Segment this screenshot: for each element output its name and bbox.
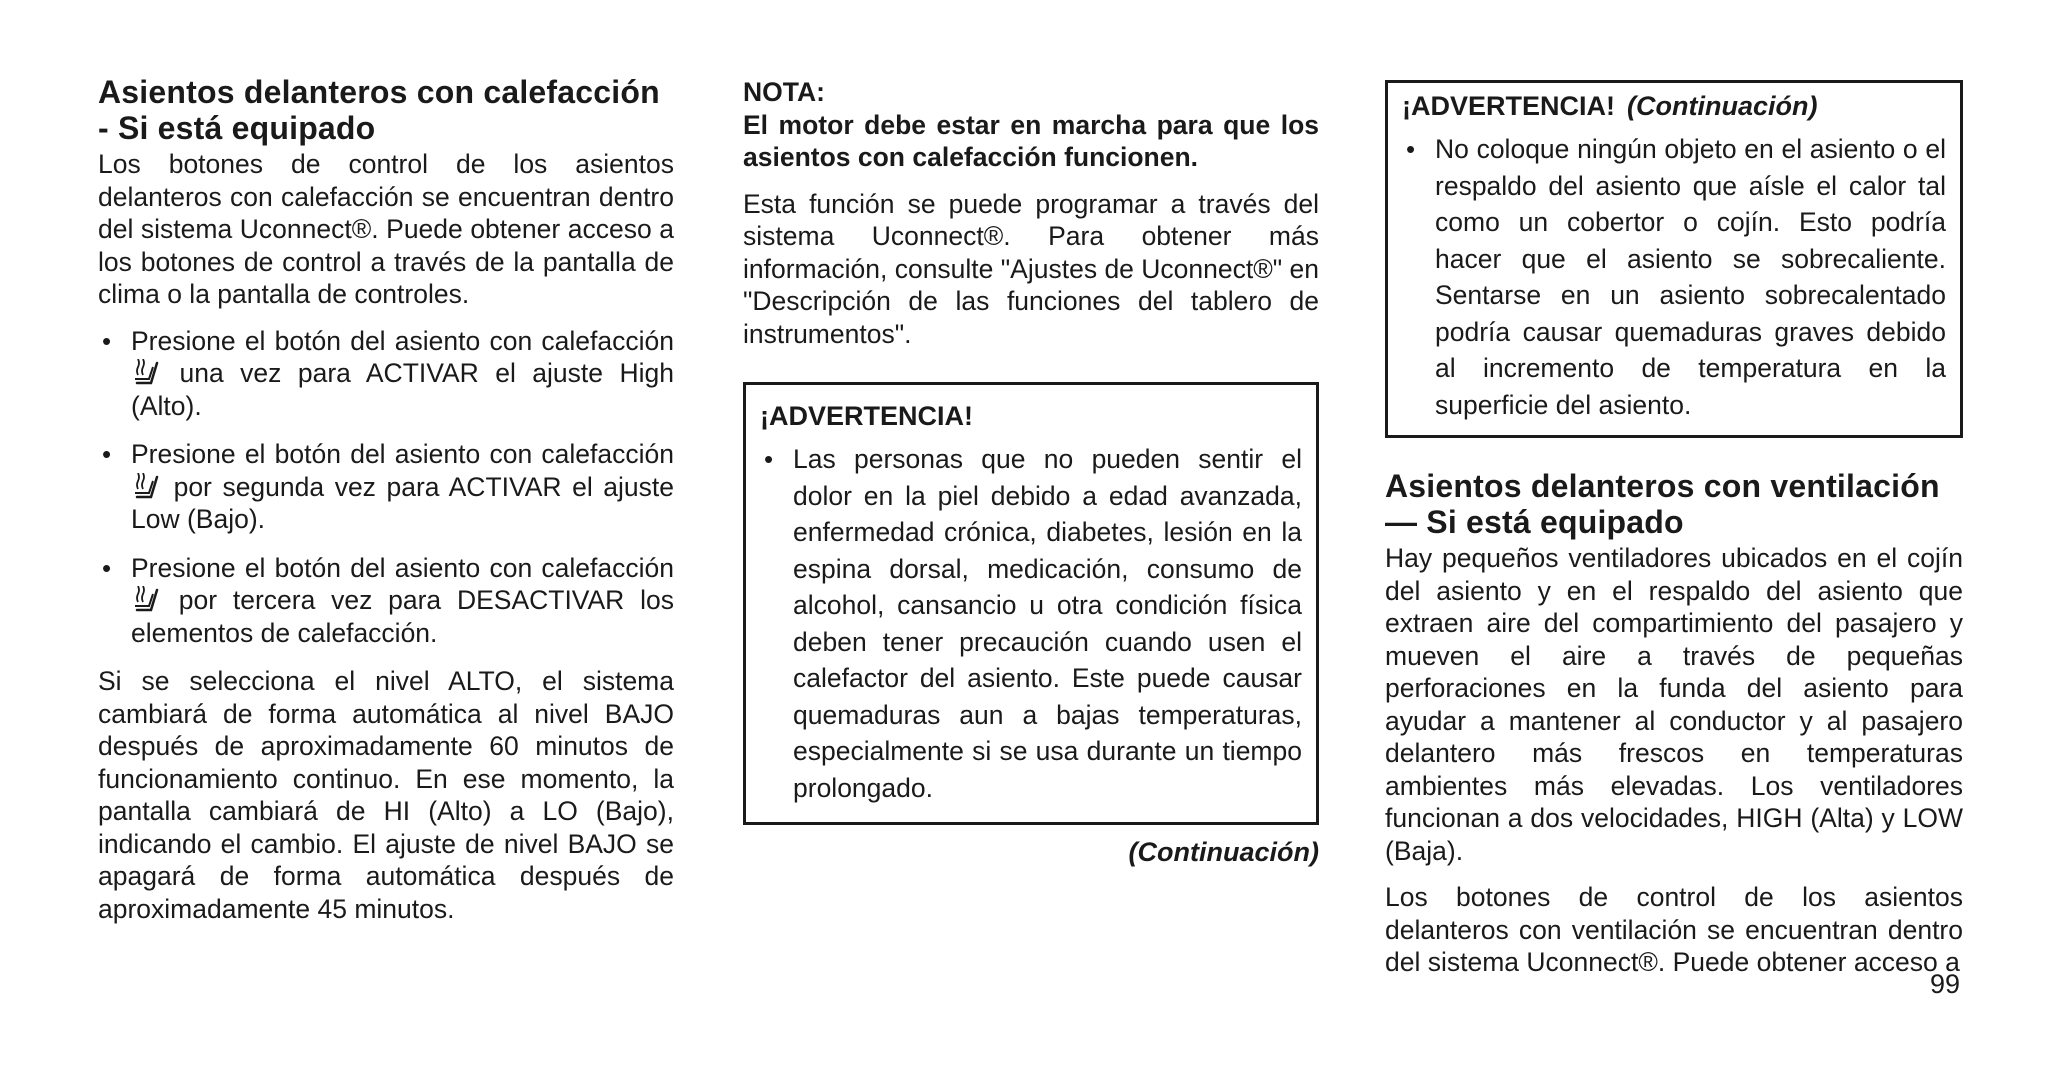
heated-seats-timer-text: Si se selecciona el nivel ALTO, el sistema cambiará de forma automática al nivel BAJO después de aproximadamente 60 minutos de funcionamiento continuo. En ese momento, la pantalla cambiará de HI (Alto) a LO (Bajo), indicando el cambio. El ajuste de nivel BAJO se apagará de forma automática después de aproximadamente 45 minutos.: [98, 666, 674, 924]
heated-seat-icon: [131, 359, 159, 385]
continued-label: (Continuación): [1128, 837, 1319, 867]
warning-bullet: • Las personas que no pueden sentir el dolor en la piel debido a edad avanzada, enfermedad crónica, diabetes, lesión en la espina dorsal, medicación, consumo de alcohol, cansancio u otra condición física deben tener precaución cuando usen el calefactor del asiento. Este puede causar quemaduras aun a bajas temperaturas, especialmente si se usa durante un tiempo prolongado.: [760, 441, 1302, 806]
warning-continued-label: (Continuación): [1627, 91, 1818, 121]
column-2: [743, 76, 1319, 868]
heated-seats-heading: Asientos delanteros con calefacción - Si está equipado: [98, 74, 660, 146]
heated-seat-icon: [131, 586, 159, 612]
programming-text: Esta función se puede programar a través del sistema Uconnect®. Para obtener más información, consulte "Ajustes de Uconnect®" en "Descripción de las funciones del tablero de instrumentos".: [743, 188, 1319, 349]
column-3: [1385, 80, 1963, 979]
warning-title-row: [1402, 89, 1946, 123]
step-text-before: Presione el botón del asiento con calefacción: [131, 552, 674, 583]
note-text: El motor debe estar en marcha para que los asientos con calefacción funcionen.: [743, 109, 1319, 172]
warning-bullet: • No coloque ningún objeto en el asiento o el respaldo del asiento que aísle el calor tal como un cobertor o cojín. Esto podría hacer que el asiento se sobrecaliente. Sentarse en un asiento sobrecalentado podría causar quemaduras graves debido al incremento de temperatura en la superficie del asiento.: [1402, 131, 1946, 423]
heated-seat-steps: [98, 325, 674, 650]
step-text-before: Presione el botón del asiento con calefacción: [131, 439, 674, 469]
warning-box: [743, 382, 1319, 825]
warning-list: [760, 441, 1302, 806]
list-item: [98, 325, 674, 423]
column-1: [98, 74, 674, 925]
ventilated-seats-controls: Los botones de control de los asientos delanteros con ventilación se encuentran dentro del sistema Uconnect®. Puede obtener acceso a: [1385, 882, 1963, 977]
page-number: 99: [1930, 969, 1961, 999]
ventilated-seats-description: Hay pequeños ventiladores ubicados en el cojín del asiento y en el respaldo del asiento que extraen aire del compartimiento del pasajero y mueven el aire a través de pequeñas perforaciones en la funda del asiento para ayudar a mantener al conductor y al pasajero delantero más frescos en temperaturas ambientes más elevadas. Los ventiladores funcionan a dos velocidades, HIGH (Alta) y LOW (Baja).: [1385, 543, 1963, 866]
warning-title: ¡ADVERTENCIA!: [760, 401, 973, 431]
warning-title: ¡ADVERTENCIA!: [1402, 91, 1615, 121]
list-item: [98, 552, 674, 650]
ventilated-seats-heading: Asientos delanteros con ventilación — Si está equipado: [1385, 468, 1940, 540]
warning-box-continued: [1385, 80, 1963, 438]
step-text-before: Presione el botón del asiento con calefacción: [131, 325, 674, 356]
heated-seat-icon: [131, 473, 159, 499]
warning-list: [1402, 131, 1946, 423]
heated-seats-intro: Los botones de control de los asientos delanteros con calefacción se encuentran dentro del sistema Uconnect®. Puede obtener acceso a los botones de control a través de la pantalla de clima o la pantalla de controles.: [98, 149, 674, 309]
step-text-after: por segunda vez para ACTIVAR el ajuste Low (Bajo).: [131, 471, 674, 534]
step-text-after: una vez para ACTIVAR el ajuste High (Alto).: [131, 358, 674, 421]
note-label: NOTA:: [743, 77, 825, 107]
list-item: [98, 438, 674, 536]
step-text-after: por tercera vez para DESACTIVAR los elementos de calefacción.: [131, 585, 674, 648]
